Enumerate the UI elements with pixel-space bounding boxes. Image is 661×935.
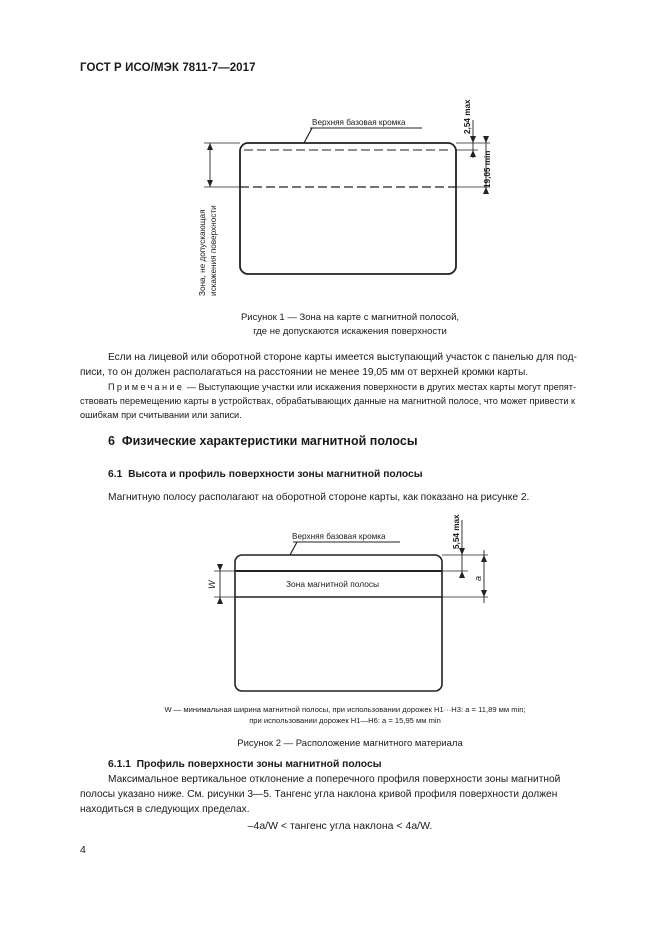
card-outline-2 [235,555,442,691]
figure-2-drawing [0,505,661,705]
document-header: ГОСТ Р ИСО/МЭК 7811-7—2017 [80,62,256,74]
fig1-dim-max-label: 2,54 max [463,99,472,134]
body-var-a: a [307,774,313,785]
body-line3: находиться в следующих пределах. [80,804,250,815]
section-6-heading [108,434,418,448]
paragraph-1-line2: писи, то он должен располагаться на расстоянии не менее 19,05 мм от верхней кромки карты. [80,367,529,378]
fig1-dim-min-label: 19,05 min [483,150,492,188]
section-6-1-1-body [80,772,590,817]
section-6-title: Физические характеристики магнитной полосы [121,434,418,448]
note-line1: — Выступающие участки или искажения поверхности в других местах карты могут препят- [184,382,577,392]
note [80,380,590,422]
slope-formula: –4a/W < тангенс угла наклона < 4a/W. [247,820,433,832]
paragraph-2: Магнитную полосу располагают на оборотной стороне карты, как показано на рисунке 2. [108,492,530,503]
figure-2 [0,505,661,705]
figure-1-caption [180,311,520,339]
note-line3: ошибкам при считывании или записи. [80,410,242,420]
body-line1-start: Максимальное вертикальное отклонение [108,774,307,785]
section-6-1-heading [108,469,423,480]
section-6-1-1-number: 6.1.1 [108,759,131,770]
section-6-1-1-heading [108,759,381,770]
page-number: 4 [80,844,86,856]
fig2-dim-max-label: 5,54 max [452,514,461,549]
leader-line-2 [290,542,297,555]
fig2-top-edge-label: Верхняя базовая кромка [292,532,386,541]
section-6-1-title: Высота и профиль поверхности зоны магнитной полосы [128,469,423,480]
figure-1-caption-line2: где не допускаются искажения поверхности [253,326,447,337]
card-outline [240,143,456,274]
fig1-zone-label-line1: Зона, не допускающая [198,209,207,296]
leader-line [304,128,312,143]
section-6-number: 6 [108,434,115,448]
body-line2: полосы указано ниже. См. рисунки 3—5. Тангенс угла наклона кривой профиля поверхности должен [80,789,558,800]
body-line1-end: поперечного профиля поверхности зоны магнитной [312,774,561,785]
section-6-1-number: 6.1 [108,469,123,480]
figure-1-caption-line1: Рисунок 1 — Зона на карте с магнитной полосой, [240,312,460,323]
paragraph-1-line1: Если на лицевой или оборотной стороне карты имеется выступающий участок с панелью для под- [108,352,577,363]
fig1-zone-label-line2: искажения поверхности [209,205,218,296]
figure-1-drawing [0,0,661,340]
section-6-1-1-title: Профиль поверхности зоны магнитной полосы [136,759,382,770]
figure-2-legend [120,704,570,726]
figure-2-caption: Рисунок 2 — Расположение магнитного материала [237,738,463,749]
fig1-top-edge-label: Верхняя базовая кромка [312,118,406,127]
fig2-a-label: a [473,575,483,581]
figure-2-legend-line1: W — минимальная ширина магнитной полосы, при использовании дорожек H1···H3: a = 11,89 мм min; [164,705,526,714]
figure-2-legend-line2: при использовании дорожек H1—H6: a = 15,95 мм min [249,716,441,725]
note-line2: ствовать перемещению карты в устройствах, обрабатывающих данные на магнитной полосе, что может привести к [80,396,576,406]
note-label: Примечание [108,382,185,392]
figure-1 [0,0,661,340]
paragraph-1 [80,350,590,380]
fig2-w-label: W [207,580,217,589]
fig2-stripe-label: Зона магнитной полосы [286,579,380,589]
